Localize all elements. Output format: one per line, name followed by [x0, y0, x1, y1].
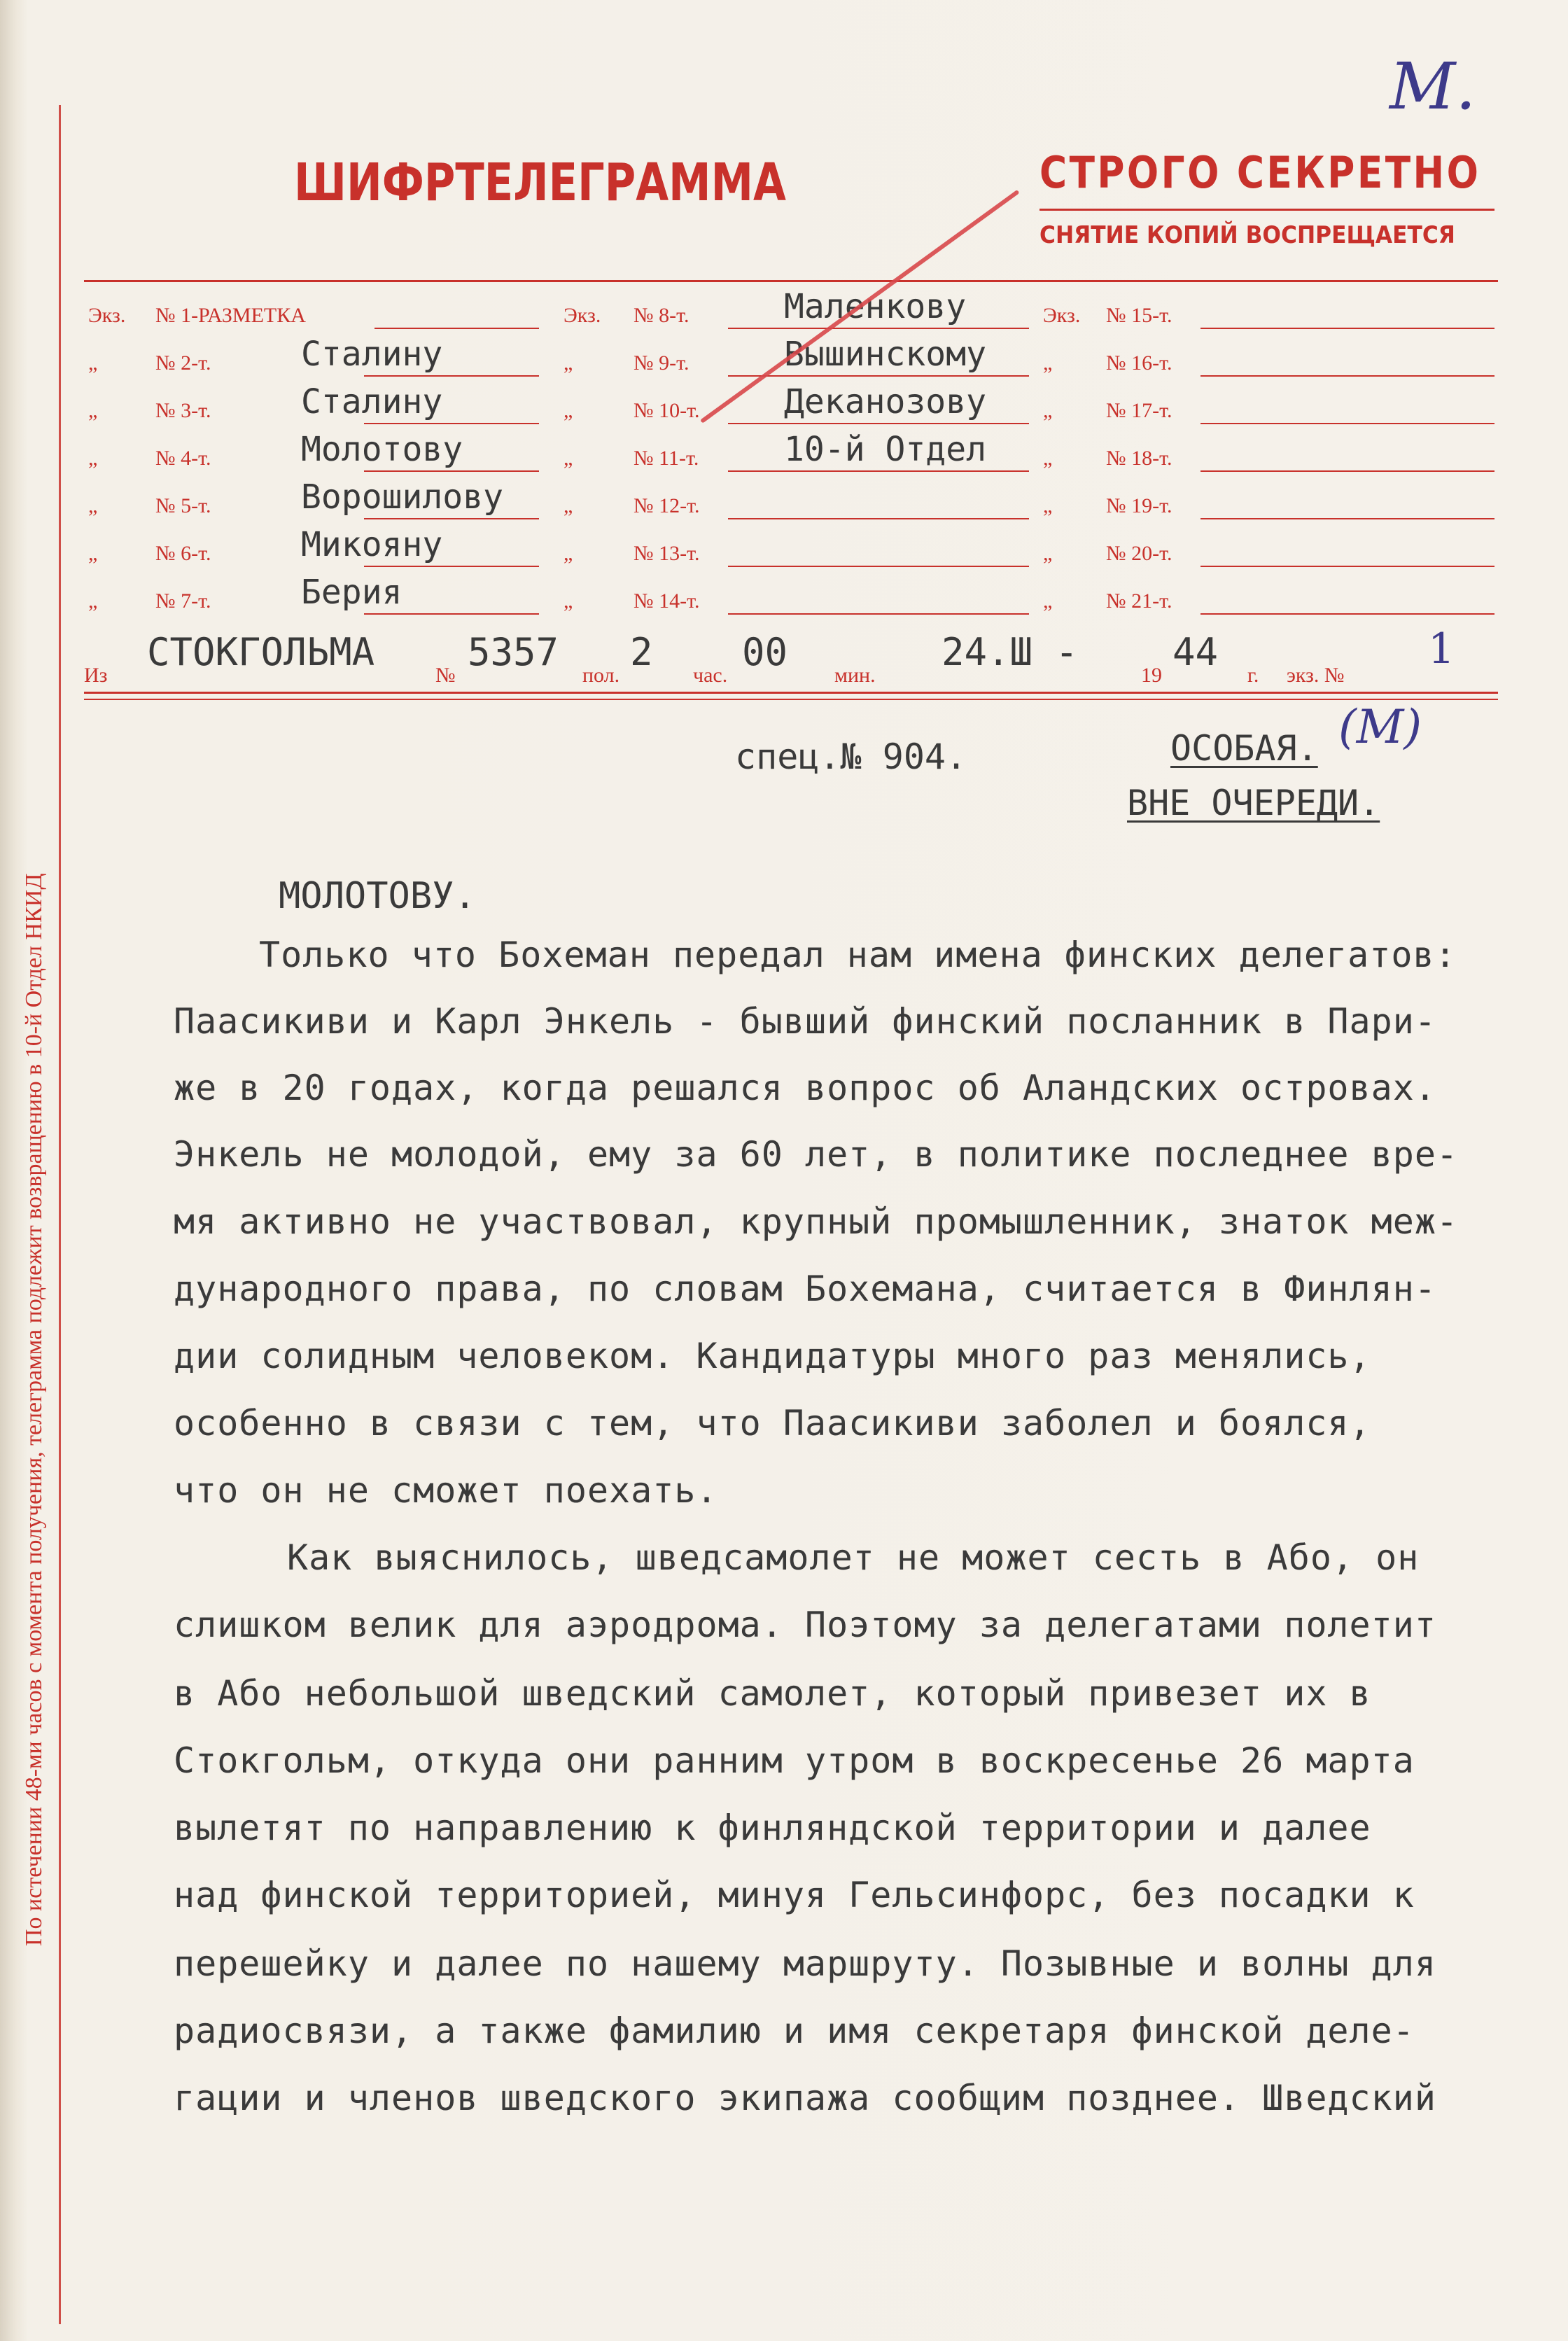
dist-prefix: „ [564, 589, 573, 613]
dist-prefix: „ [1043, 589, 1053, 613]
dist-fill-line [1200, 613, 1494, 615]
dist-fill-line [364, 423, 539, 424]
hour-value: 2 [630, 630, 653, 674]
body-line: радиосвязи, а также фамилию и имя секретаря финской деле- [174, 2011, 1415, 2051]
special-number: спец.№ 904. [735, 736, 967, 777]
body-line: дии солидным человеком. Кандидатуры много раз менялись, [174, 1336, 1371, 1376]
dist-fill-line [728, 375, 1029, 377]
dist-copy-number: № 1-РАЗМЕТКА [155, 304, 306, 327]
dist-prefix: „ [88, 542, 98, 565]
dist-fill-line [728, 613, 1029, 615]
origin-row-rule-2 [84, 699, 1498, 700]
dist-prefix: „ [88, 399, 98, 422]
dist-copy-number: № 18-т. [1106, 447, 1172, 470]
dist-recipient-name: 10-й Отдел [784, 430, 986, 469]
received-label: пол. [582, 664, 620, 687]
origin-row-rule [84, 692, 1498, 694]
body-line: в Або небольшой шведский самолет, который привезет их в [174, 1673, 1371, 1714]
dist-prefix: „ [564, 447, 573, 470]
dist-fill-line [364, 518, 539, 519]
dist-fill-line [728, 423, 1029, 424]
margin-red-line [59, 105, 61, 2324]
dist-prefix: Экз. [88, 304, 126, 327]
dist-prefix: „ [1043, 494, 1053, 517]
dist-fill-line [364, 566, 539, 567]
header-rule-top [84, 280, 1498, 282]
dist-fill-line [1200, 375, 1494, 377]
dist-prefix: „ [1043, 447, 1053, 470]
number-label: № [435, 664, 456, 687]
body-line: дународного права, по словам Бохемана, считается в Финлян- [174, 1269, 1436, 1309]
dist-copy-number: № 19-т. [1106, 494, 1172, 517]
dist-fill-line [728, 470, 1029, 472]
no-copies-notice: СНЯТИЕ КОПИЙ ВОСПРЕЩАЕТСЯ [1040, 221, 1455, 249]
minute-value: 00 [742, 630, 788, 674]
dist-copy-number: № 21-т. [1106, 589, 1172, 613]
body-line: мя активно не участвовал, крупный промышленник, знаток меж- [174, 1201, 1459, 1242]
body-line: особенно в связи с тем, что Паасикиви заболел и боялся, [174, 1403, 1371, 1444]
secrecy-stamp: СТРОГО СЕКРЕТНО [1040, 147, 1481, 198]
dist-recipient-name: Сталину [301, 382, 443, 421]
dist-copy-number: № 16-т. [1106, 351, 1172, 375]
dist-copy-number: № 13-т. [634, 542, 700, 565]
dist-recipient-name: Маленкову [784, 287, 967, 326]
dist-copy-number: № 3-т. [155, 399, 211, 422]
dist-fill-line [364, 375, 539, 377]
body-line: перешейку и далее по нашему маршруту. Позывные и волны для [174, 1943, 1436, 1984]
year-label: г. [1247, 664, 1259, 687]
dist-prefix: „ [564, 494, 573, 517]
date-value: 24.Ш - [941, 630, 1079, 674]
dist-copy-number: № 17-т. [1106, 399, 1172, 422]
dist-copy-number: № 20-т. [1106, 542, 1172, 565]
dist-recipient-name: Берия [301, 573, 402, 612]
dist-prefix: „ [88, 351, 98, 375]
dist-recipient-name: Микояну [301, 525, 443, 564]
dist-fill-line [728, 328, 1029, 329]
corner-mark: М. [1390, 49, 1476, 124]
dist-recipient-name: Ворошилову [301, 477, 503, 517]
priority-special: ОСОБАЯ. [1170, 728, 1318, 769]
body-line: Как выяснилось, шведсамолет не может сесть в Або, он [287, 1537, 1420, 1578]
minute-label: мин. [834, 664, 876, 687]
dist-copy-number: № 6-т. [155, 542, 211, 565]
dist-fill-line [728, 518, 1029, 519]
dist-fill-line [728, 566, 1029, 567]
dist-copy-number: № 9-т. [634, 351, 690, 375]
dist-prefix: „ [564, 399, 573, 422]
body-line: Только что Бохеман передал нам имена финских делегатов: [259, 935, 1457, 975]
body-line: же в 20 годах, когда решался вопрос об Аландских островах. [174, 1068, 1436, 1108]
year-value: 44 [1172, 630, 1219, 674]
body-line: Стокгольм, откуда они ранним утром в воскресенье 26 марта [174, 1740, 1415, 1781]
dist-fill-line [1200, 470, 1494, 472]
from-label: Из [84, 664, 108, 687]
dist-copy-number: № 15-т. [1106, 304, 1172, 327]
copy-value: 1 [1428, 624, 1455, 673]
from-value: СТОКГОЛЬМА [147, 630, 375, 674]
body-line: Паасикиви и Карл Энкель - бывший финский посланник в Пари- [174, 1001, 1436, 1042]
dist-fill-line [364, 613, 539, 615]
dist-prefix: Экз. [564, 304, 601, 327]
hour-label: час. [693, 664, 728, 687]
year-prefix: 19 [1141, 664, 1162, 687]
dist-recipient-name: Молотову [301, 430, 463, 469]
dist-fill-line [1200, 518, 1494, 519]
body-line: что он не сможет поехать. [174, 1470, 718, 1511]
dist-copy-number: № 4-т. [155, 447, 211, 470]
body-line: Энкель не молодой, ему за 60 лет, в политике последнее вре- [174, 1134, 1459, 1175]
dist-fill-line [1200, 566, 1494, 567]
dist-fill-line [1200, 328, 1494, 329]
dist-prefix: „ [88, 589, 98, 613]
dist-copy-number: № 2-т. [155, 351, 211, 375]
dist-fill-line [374, 328, 539, 329]
telegram-title: ШИФРТЕЛЕГРАММА [294, 153, 786, 213]
dist-copy-number: № 10-т. [634, 399, 700, 422]
dist-copy-number: № 12-т. [634, 494, 700, 517]
priority-handwritten-mark: (М) [1338, 700, 1422, 754]
dist-prefix: „ [1043, 542, 1053, 565]
dist-copy-number: № 14-т. [634, 589, 700, 613]
number-value: 5357 [468, 630, 559, 674]
dist-copy-number: № 7-т. [155, 589, 211, 613]
dist-recipient-name: Деканозову [784, 382, 986, 421]
dist-prefix: „ [564, 351, 573, 375]
dist-fill-line [1200, 423, 1494, 424]
copy-label: экз. № [1287, 664, 1345, 687]
dist-prefix: Экз. [1043, 304, 1081, 327]
dist-prefix: „ [88, 447, 98, 470]
side-note-return-notice: По истечении 48-ми часов с момента получения, телеграмма подлежит возвращению в 10-й Отдел НКИД [21, 873, 47, 1946]
dist-fill-line [364, 470, 539, 472]
salutation: МОЛОТОВУ. [279, 875, 476, 917]
dist-prefix: „ [1043, 399, 1053, 422]
body-line: гации и членов шведского экипажа сообщим позднее. Шведский [174, 2078, 1436, 2118]
secrecy-underline [1040, 209, 1494, 211]
body-line: вылетят по направлению к финляндской территории и далее [174, 1808, 1371, 1848]
dist-recipient-name: Вышинскому [784, 335, 986, 374]
body-line: слишком велик для аэродрома. Поэтому за делегатами полетит [174, 1605, 1436, 1645]
dist-copy-number: № 5-т. [155, 494, 211, 517]
dist-copy-number: № 11-т. [634, 447, 699, 470]
dist-prefix: „ [1043, 351, 1053, 375]
dist-recipient-name: Сталину [301, 335, 443, 374]
priority-out-of-turn: ВНЕ ОЧЕРЕДИ. [1127, 783, 1380, 823]
dist-prefix: „ [88, 494, 98, 517]
body-line: над финской территорией, минуя Гельсинфорс, без посадки к [174, 1875, 1415, 1915]
dist-copy-number: № 8-т. [634, 304, 690, 327]
dist-prefix: „ [564, 542, 573, 565]
